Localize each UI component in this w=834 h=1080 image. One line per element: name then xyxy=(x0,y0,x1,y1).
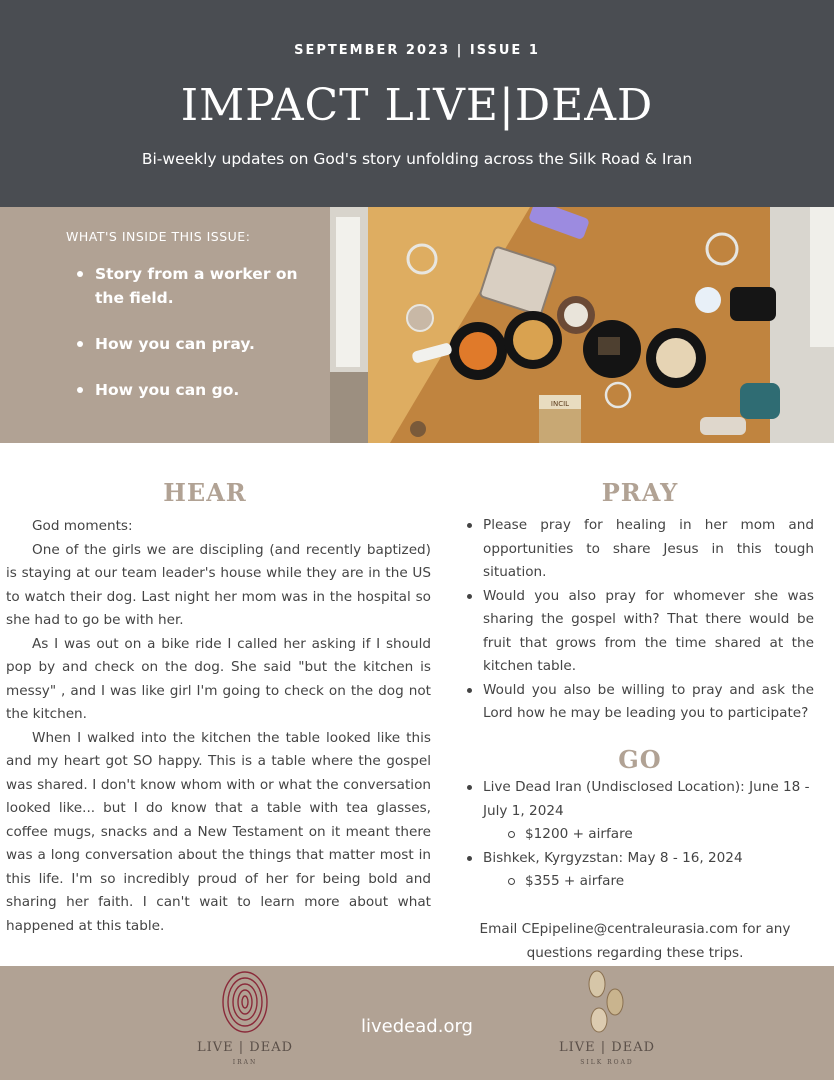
logo-subtitle: IRAN xyxy=(232,1059,258,1066)
livedead-silkroad-logo xyxy=(552,966,662,1066)
trip-name: Bishkek, Kyrgyzstan: May 8 - 16, 2024 xyxy=(483,849,743,866)
footer xyxy=(0,966,834,1080)
inside-item: How you can go. xyxy=(75,378,315,402)
go-list xyxy=(464,776,814,894)
inside-heading: WHAT'S INSIDE THIS ISSUE: xyxy=(66,229,251,244)
inside-item: How you can pray. xyxy=(75,332,315,356)
inside-list xyxy=(75,262,315,424)
trip-item xyxy=(464,847,814,894)
go-heading: GO xyxy=(618,745,662,774)
book-title: INCIL xyxy=(550,400,570,408)
issue-label: SEPTEMBER 2023 | ISSUE 1 xyxy=(294,43,540,58)
pray-item: Would you also be willing to pray and ask the Lord how he may be leading you to participate? xyxy=(464,679,814,726)
logo-subtitle: SILK ROAD xyxy=(580,1059,634,1066)
trip-cost: $355 + airfare xyxy=(483,870,814,894)
hear-paragraph: When I walked into the kitchen the table looked like this and my heart got SO happy. This is a table where the gospel was shared. I don't know whom with or what the conversation looked like... but I do know that a table with tea glasses, coffee mugs, snacks and a New Testament on it meant there was a long conversation about the things that matter most in this life. I'm so incredibly proud of her for being bold and sharing her faith. I can't wait to learn more about what happened at this table. xyxy=(6,729,431,934)
trip-cost: $1200 + airfare xyxy=(483,823,814,847)
logo-wordmark: LIVE | DEAD xyxy=(558,1040,655,1055)
pray-item: Would you also pray for whomever she was sharing the gospel with? That there would be fruit that grows from the time shared at the kitchen table. xyxy=(464,585,814,679)
pray-heading: PRAY xyxy=(601,478,679,507)
hear-body xyxy=(6,515,431,938)
page-subtitle: Bi-weekly updates on God's story unfolding across the Silk Road & Iran xyxy=(141,150,693,168)
hear-paragraph: One of the girls we are discipling (and recently baptized) is staying at our team leader's house while they are in the US to watch their dog. Last night her mom was in the hospital so she had to go be with her. xyxy=(6,541,431,628)
contact-email: Email CEpipeline@centraleurasia.com for any questions regarding these trips. xyxy=(479,921,791,961)
logo-wordmark: LIVE | DEAD xyxy=(196,1040,293,1055)
inside-item: Story from a worker on the field. xyxy=(75,262,315,310)
header xyxy=(0,0,834,207)
pray-item: Please pray for healing in her mom and opportunities to share Jesus in this tough situation. xyxy=(464,514,814,585)
pray-list xyxy=(464,514,814,726)
website-link[interactable]: livedead.org xyxy=(361,1016,473,1037)
hear-paragraph: God moments: xyxy=(32,518,133,534)
hear-heading: HEAR xyxy=(163,478,247,507)
trip-name: Live Dead Iran (Undisclosed Location): June 18 - July 1, 2024 xyxy=(483,779,810,819)
footprints-icon xyxy=(577,966,637,1036)
hear-paragraph: As I was out on a bike ride I called her asking if I should pop by and check on the dog. She said "but the kitchen is messy" , and I was like girl I'm going to check on the dog not the kitchen. xyxy=(6,635,431,722)
page-title: IMPACT LIVE|DEAD xyxy=(180,80,654,131)
trip-item xyxy=(464,776,814,847)
feature-band xyxy=(0,207,834,443)
inside-panel xyxy=(0,207,330,443)
table-photo xyxy=(330,207,834,443)
